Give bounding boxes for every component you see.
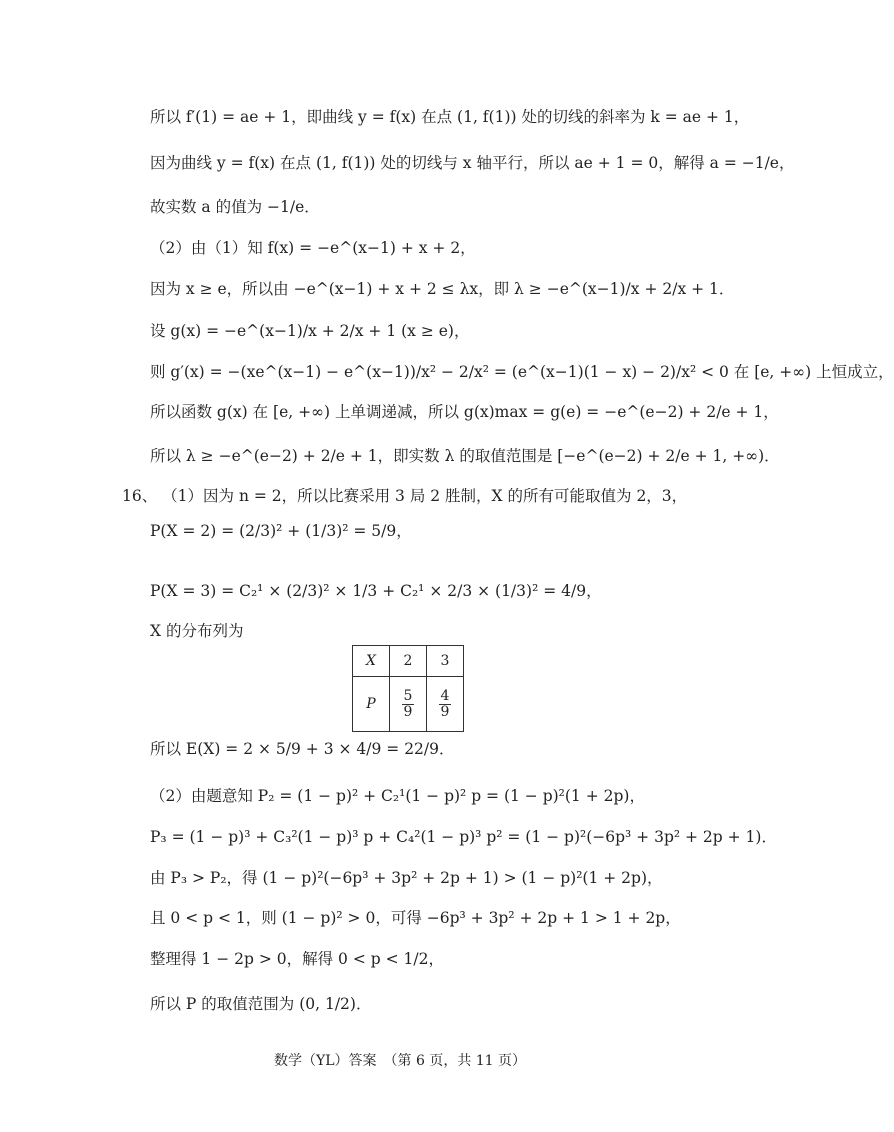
line-1: 所以 f′(1) = ae + 1，即曲线 y = f(x) 在点 (1, f(1)) 处的切线的斜率为 k = ae + 1，: [150, 108, 750, 126]
line-8: 所以函数 g(x) 在 [e, +∞) 上单调递减，所以 g(x)max = g(e) = −e^(e−2) + 2/e + 1，: [150, 403, 779, 421]
line-11: P(X = 2) = (2/3)² + (1/3)² = 5/9，: [150, 522, 412, 540]
line-20: 所以 P 的取值范围为 (0, 1/2)．: [150, 995, 372, 1013]
line-12: P(X = 3) = C₂¹ × (2/3)² × 1/3 + C₂¹ × 2/3 × (1/3)² = 4/9，: [150, 582, 602, 600]
line-4: （2）由（1）知 f(x) = −e^(x−1) + x + 2，: [150, 239, 476, 257]
fraction-numerator: 5: [403, 687, 413, 704]
line-19: 整理得 1 − 2p > 0，解得 0 < p < 1/2，: [150, 950, 444, 968]
table-header-3: 3: [427, 646, 464, 677]
table-header-x: X: [353, 646, 390, 677]
line-15: （2）由题意知 P₂ = (1 − p)² + C₂¹(1 − p)² p = (1 − p)²(1 + 2p)，: [150, 787, 645, 805]
table-row-label: P: [353, 677, 390, 732]
distribution-table: [352, 645, 464, 732]
table-cell-p2: [390, 677, 427, 732]
table-header-2: 2: [390, 646, 427, 677]
line-17: 由 P₃ > P₂，得 (1 − p)²(−6p³ + 3p² + 2p + 1) > (1 − p)²(1 + 2p)，: [150, 869, 663, 887]
line-16: P₃ = (1 − p)³ + C₃²(1 − p)³ p + C₄²(1 − p)³ p² = (1 − p)²(−6p³ + 3p² + 2p + 1)．: [150, 828, 777, 846]
fraction-numerator: 4: [440, 687, 450, 704]
line-3: 故实数 a 的值为 −1/e．: [150, 198, 320, 216]
line-7: 则 g′(x) = −(xe^(x−1) − e^(x−1))/x² − 2/x² = (e^(x−1)(1 − x) − 2)/x² < 0 在 [e, +∞) 上恒成立，: [150, 363, 894, 381]
line-5: 因为 x ≥ e，所以由 −e^(x−1) + x + 2 ≤ λx，即 λ ≥ −e^(x−1)/x + 2/x + 1．: [150, 280, 735, 298]
page-footer: 数学（YL）答案 （第 6 页，共 11 页）: [273, 1053, 527, 1069]
line-6: 设 g(x) = −e^(x−1)/x + 2/x + 1 (x ≥ e)，: [150, 322, 470, 340]
fraction-denominator: 9: [403, 703, 413, 720]
line-2: 因为曲线 y = f(x) 在点 (1, f(1)) 处的切线与 x 轴平行，所以 ae + 1 = 0，解得 a = −1/e，: [150, 154, 795, 172]
line-9: 所以 λ ≥ −e^(e−2) + 2/e + 1，即实数 λ 的取值范围是 [−e^(e−2) + 2/e + 1, +∞)．: [150, 447, 780, 465]
table-cell-p3: [427, 677, 464, 732]
fraction-denominator: 9: [440, 703, 450, 720]
line-14: 所以 E(X) = 2 × 5/9 + 3 × 4/9 = 22/9．: [150, 740, 455, 758]
line-13: X 的分布列为: [150, 622, 244, 640]
line-18: 且 0 < p < 1，则 (1 − p)² > 0，可得 −6p³ + 3p² + 2p + 1 > 1 + 2p，: [150, 909, 681, 927]
line-10: 16、 （1）因为 n = 2，所以比赛采用 3 局 2 胜制，X 的所有可能取值为 2，3，: [122, 487, 688, 505]
